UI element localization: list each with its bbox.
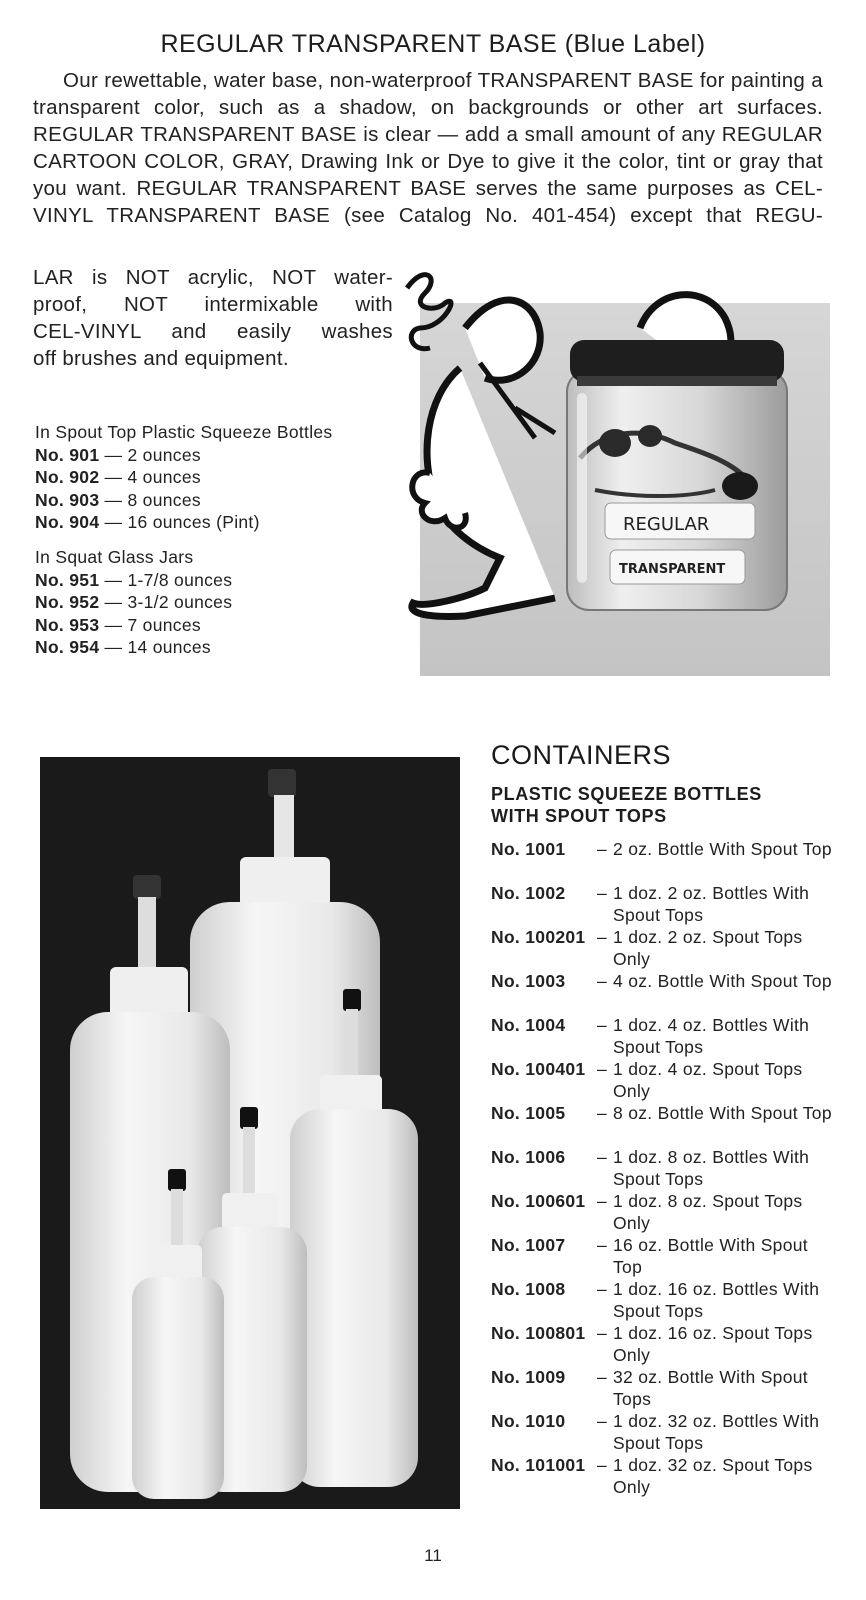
mouse-eye bbox=[599, 429, 631, 457]
item-number-text: No. 1005 bbox=[491, 1103, 566, 1123]
item-number bbox=[491, 1102, 565, 1124]
item-desc: 16 oz. Bottle With Spout Top bbox=[613, 1235, 808, 1277]
item-number bbox=[491, 1146, 565, 1168]
list-header: In Squat Glass Jars bbox=[35, 547, 194, 567]
item-number: No. 953 bbox=[35, 614, 100, 635]
dash-separator: – bbox=[597, 971, 608, 991]
item-number bbox=[491, 1234, 565, 1256]
item-desc: 4 ounces bbox=[127, 467, 201, 487]
dash-separator: – bbox=[597, 1411, 608, 1431]
dash-separator: – bbox=[597, 1103, 608, 1123]
item-number-text: No. 101001 bbox=[491, 1455, 586, 1475]
item-desc: 7 ounces bbox=[127, 614, 201, 635]
item-number bbox=[491, 1190, 585, 1212]
squeeze-bottle-sizes bbox=[35, 421, 332, 534]
item-desc: 1 doz. 2 oz. Spout Tops Only bbox=[613, 927, 803, 969]
item-number-text: No. 100601 bbox=[491, 1191, 586, 1211]
item-desc: 1 doz. 16 oz. Spout Tops Only bbox=[613, 1323, 813, 1365]
dash-separator: – bbox=[597, 1455, 608, 1475]
item-number-text: No. 1002 bbox=[491, 883, 566, 903]
table-row bbox=[491, 1146, 851, 1190]
dash-separator: – bbox=[597, 1147, 608, 1167]
item-desc: 14 ounces bbox=[127, 637, 211, 657]
item-number: No. 903 bbox=[35, 489, 100, 510]
subheading-line: WITH SPOUT TOPS bbox=[491, 806, 667, 826]
list-item: No. 902 — 4 ounces bbox=[35, 467, 201, 487]
item-number-text: No. 1007 bbox=[491, 1235, 566, 1255]
table-row bbox=[491, 838, 851, 882]
containers-subheading bbox=[491, 783, 831, 827]
item-desc: 2 ounces bbox=[127, 444, 201, 465]
item-number bbox=[491, 1278, 565, 1300]
mouse-eye bbox=[638, 425, 662, 447]
table-row bbox=[491, 1366, 851, 1410]
intro-paragraph-continued bbox=[33, 264, 393, 372]
subheading-line: PLASTIC SQUEEZE BOTTLES bbox=[491, 784, 762, 804]
dash-separator: – bbox=[597, 1235, 608, 1255]
squeeze-bottles-photo bbox=[40, 757, 460, 1509]
item-number bbox=[491, 926, 585, 948]
intro-line: proof, NOT intermixable with bbox=[33, 293, 393, 316]
glass-jar-sizes bbox=[35, 546, 232, 659]
containers-list bbox=[491, 838, 851, 1498]
table-row bbox=[491, 1014, 851, 1058]
dash-separator: – bbox=[597, 1191, 608, 1211]
item-desc: 3-1/2 ounces bbox=[127, 592, 233, 612]
dash-separator: – bbox=[597, 839, 608, 859]
item-number: No. 901 bbox=[35, 444, 100, 465]
jar-label-transparent: TRANSPARENT bbox=[619, 562, 726, 577]
list-item: No. 954 — 14 ounces bbox=[35, 637, 211, 657]
item-number bbox=[491, 838, 565, 860]
containers-heading: CONTAINERS bbox=[491, 740, 672, 770]
list-item: No. 951 — 1-7/8 ounces bbox=[35, 569, 233, 590]
item-desc: 16 ounces (Pint) bbox=[127, 512, 260, 532]
table-row bbox=[491, 1278, 851, 1322]
item-number: No. 954 bbox=[35, 637, 100, 657]
mouse-nose bbox=[722, 472, 758, 500]
intro-text: Our rewettable, water base, non-waterproof TRANSPARENT BASE for painting a transparent color, such as a shadow, on backgrounds or other art surfaces. REGULAR TRANSPARENT BASE is clear — add a small amount of any REGULAR CARTOON COLOR, GRAY, Drawing Ink or Dye to give it the color, tint or gray that you want. REGULAR TRANSPARENT BASE serves the same purposes as CEL-VINYL TRANSPARENT BASE (see Catalog No. 401-454) except that REGU- bbox=[33, 69, 823, 227]
intro-line: LAR is NOT acrylic, NOT water- bbox=[33, 266, 393, 289]
item-desc: 8 ounces bbox=[127, 489, 201, 510]
item-number-text: No. 1006 bbox=[491, 1147, 566, 1167]
item-number-text: No. 1008 bbox=[491, 1279, 566, 1299]
dash-separator: – bbox=[597, 1323, 608, 1343]
dash-separator: – bbox=[597, 883, 608, 903]
table-row bbox=[491, 1058, 851, 1102]
item-desc: 1 doz. 2 oz. Bottles With Spout Tops bbox=[613, 883, 810, 925]
item-desc: 4 oz. Bottle With Spout Top bbox=[613, 971, 832, 991]
page-number: 11 bbox=[424, 1546, 442, 1565]
list-item: No. 903 — 8 ounces bbox=[35, 489, 201, 510]
list-item: No. 904 — 16 ounces (Pint) bbox=[35, 512, 260, 532]
item-number bbox=[491, 1454, 585, 1476]
item-desc: 1 doz. 8 oz. Bottles With Spout Tops bbox=[613, 1147, 810, 1189]
item-desc: 1 doz. 4 oz. Bottles With Spout Tops bbox=[613, 1015, 810, 1057]
item-number-text: No. 1009 bbox=[491, 1367, 566, 1387]
jar-lid bbox=[570, 340, 784, 382]
intro-paragraph bbox=[33, 67, 823, 229]
item-desc: 2 oz. Bottle With Spout Top bbox=[613, 839, 832, 859]
item-desc: 8 oz. Bottle With Spout Top bbox=[613, 1103, 832, 1123]
item-number-text: No. 1010 bbox=[491, 1411, 566, 1431]
table-row bbox=[491, 926, 851, 970]
item-number bbox=[491, 1058, 585, 1080]
list-item: No. 953 — 7 ounces bbox=[35, 614, 201, 635]
item-number-text: No. 100401 bbox=[491, 1059, 586, 1079]
item-number bbox=[491, 1410, 565, 1432]
table-row bbox=[491, 882, 851, 926]
item-desc: 1 doz. 32 oz. Bottles With Spout Tops bbox=[613, 1411, 820, 1453]
item-number: No. 951 bbox=[35, 569, 100, 590]
list-item: No. 901 — 2 ounces bbox=[35, 444, 201, 465]
page-title: REGULAR TRANSPARENT BASE (Blue Label) bbox=[160, 30, 706, 58]
item-number bbox=[491, 882, 565, 904]
table-row bbox=[491, 1234, 851, 1278]
table-row bbox=[491, 1454, 851, 1498]
list-item: No. 952 — 3-1/2 ounces bbox=[35, 592, 233, 612]
item-number bbox=[491, 1014, 565, 1036]
item-number-text: No. 1004 bbox=[491, 1015, 566, 1035]
list-header: In Spout Top Plastic Squeeze Bottles bbox=[35, 422, 333, 442]
dash-separator: – bbox=[597, 1015, 608, 1035]
jar-label-regular: REGULAR bbox=[623, 514, 710, 535]
dash-separator: – bbox=[597, 1279, 608, 1299]
item-number bbox=[491, 1366, 565, 1388]
item-desc: 32 oz. Bottle With Spout Tops bbox=[613, 1367, 808, 1409]
item-number: No. 952 bbox=[35, 592, 100, 612]
jar-lid-rim bbox=[577, 376, 777, 386]
dash-separator: – bbox=[597, 1059, 608, 1079]
glass-highlight bbox=[577, 393, 587, 583]
item-number-text: No. 1003 bbox=[491, 971, 566, 991]
mouse-jar-illustration bbox=[405, 258, 830, 676]
item-desc: 1 doz. 8 oz. Spout Tops Only bbox=[613, 1191, 803, 1233]
item-number: No. 904 bbox=[35, 512, 100, 532]
item-desc: 1 doz. 32 oz. Spout Tops Only bbox=[613, 1455, 813, 1497]
table-row bbox=[491, 1410, 851, 1454]
item-number bbox=[491, 1322, 585, 1344]
table-row bbox=[491, 970, 851, 1014]
item-desc: 1 doz. 4 oz. Spout Tops Only bbox=[613, 1059, 803, 1101]
dash-separator: – bbox=[597, 927, 608, 947]
item-number bbox=[491, 970, 565, 992]
table-row bbox=[491, 1322, 851, 1366]
intro-line: off brushes and equipment. bbox=[33, 347, 289, 370]
item-desc: 1-7/8 ounces bbox=[127, 569, 233, 590]
item-number-text: No. 100801 bbox=[491, 1323, 586, 1343]
dash-separator: – bbox=[597, 1367, 608, 1387]
item-number: No. 902 bbox=[35, 467, 100, 487]
item-number-text: No. 1001 bbox=[491, 839, 566, 859]
item-number-text: No. 100201 bbox=[491, 927, 586, 947]
intro-line: CEL-VINYL and easily washes bbox=[33, 320, 393, 343]
item-desc: 1 doz. 16 oz. Bottles With Spout Tops bbox=[613, 1279, 820, 1321]
table-row bbox=[491, 1102, 851, 1146]
table-row bbox=[491, 1190, 851, 1234]
